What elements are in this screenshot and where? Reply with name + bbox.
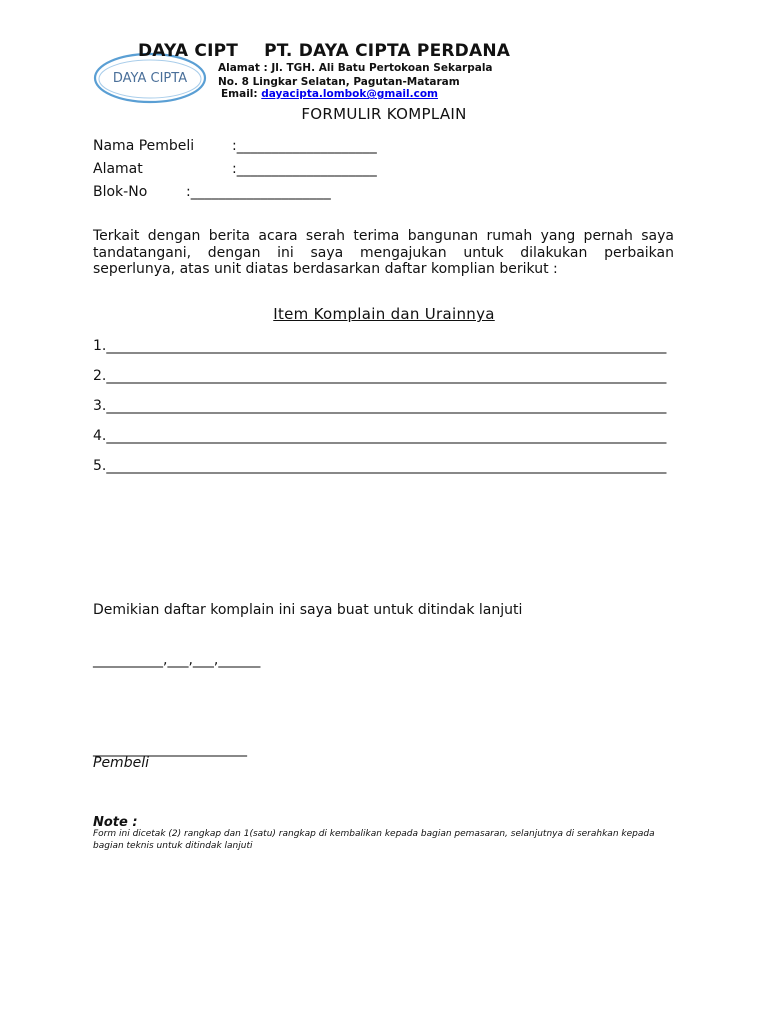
email-label: Email: bbox=[221, 88, 258, 100]
intro-paragraph: Terkait dengan berita acara serah terima bangunan rumah yang pernah saya tandatangani, dengan ini saya mengajukan untuk dilakukan perbaikan seperlunya, atas unit diatas berdasarkan daftar komplian berikut : bbox=[93, 228, 674, 277]
field-alamat bbox=[0, 161, 768, 181]
email-link[interactable]: dayacipta.lombok@gmail.com bbox=[261, 88, 438, 100]
form-title: FORMULIR KOMPLAIN bbox=[301, 105, 467, 123]
company-name bbox=[138, 41, 510, 61]
section-title: Item Komplain dan Urainnya bbox=[273, 305, 495, 323]
signature-blank[interactable]: ______________________ bbox=[93, 741, 247, 757]
note-text: Form ini dicetak (2) rangkap dan 1(satu) rangkap di kembalikan kepada bagian pemasaran, selanjutnya di serahkan kepada bagian teknis untuk ditindak lanjuti bbox=[93, 829, 655, 851]
company-short-name: DAYA CIPT bbox=[138, 41, 239, 61]
complaint-item-2[interactable]: 2.________________________________________________________________________________ bbox=[93, 368, 667, 384]
email-line bbox=[221, 88, 438, 100]
date-blank[interactable]: __________,___,___,______ bbox=[93, 652, 261, 668]
signer-label: Pembeli bbox=[93, 755, 149, 771]
field-nama-pembeli bbox=[0, 138, 768, 158]
field-label: Alamat bbox=[93, 161, 143, 177]
note-label: Note : bbox=[93, 815, 138, 830]
address-line-1: Alamat : Jl. TGH. Ali Batu Pertokoan Sekarpala bbox=[218, 62, 493, 74]
field-blank[interactable]: :____________________ bbox=[232, 138, 377, 154]
complaint-item-5[interactable]: 5.________________________________________________________________________________ bbox=[93, 458, 667, 474]
field-blank[interactable]: :____________________ bbox=[232, 161, 377, 177]
field-label: Nama Pembeli bbox=[93, 138, 195, 154]
complaint-item-4[interactable]: 4.________________________________________________________________________________ bbox=[93, 428, 667, 444]
complaint-item-1[interactable]: 1.________________________________________________________________________________ bbox=[93, 338, 667, 354]
company-full-name: PT. DAYA CIPTA PERDANA bbox=[264, 41, 511, 61]
logo-text: DAYA CIPTA bbox=[112, 71, 188, 86]
field-blank[interactable]: :____________________ bbox=[186, 184, 331, 200]
closing-statement: Demikian daftar komplain ini saya buat untuk ditindak lanjuti bbox=[93, 602, 523, 618]
complaint-item-3[interactable]: 3.________________________________________________________________________________ bbox=[93, 398, 667, 414]
field-blok-no bbox=[0, 184, 768, 204]
field-label: Blok-No bbox=[93, 184, 148, 200]
address-line-2: No. 8 Lingkar Selatan, Pagutan-Mataram bbox=[218, 76, 460, 88]
